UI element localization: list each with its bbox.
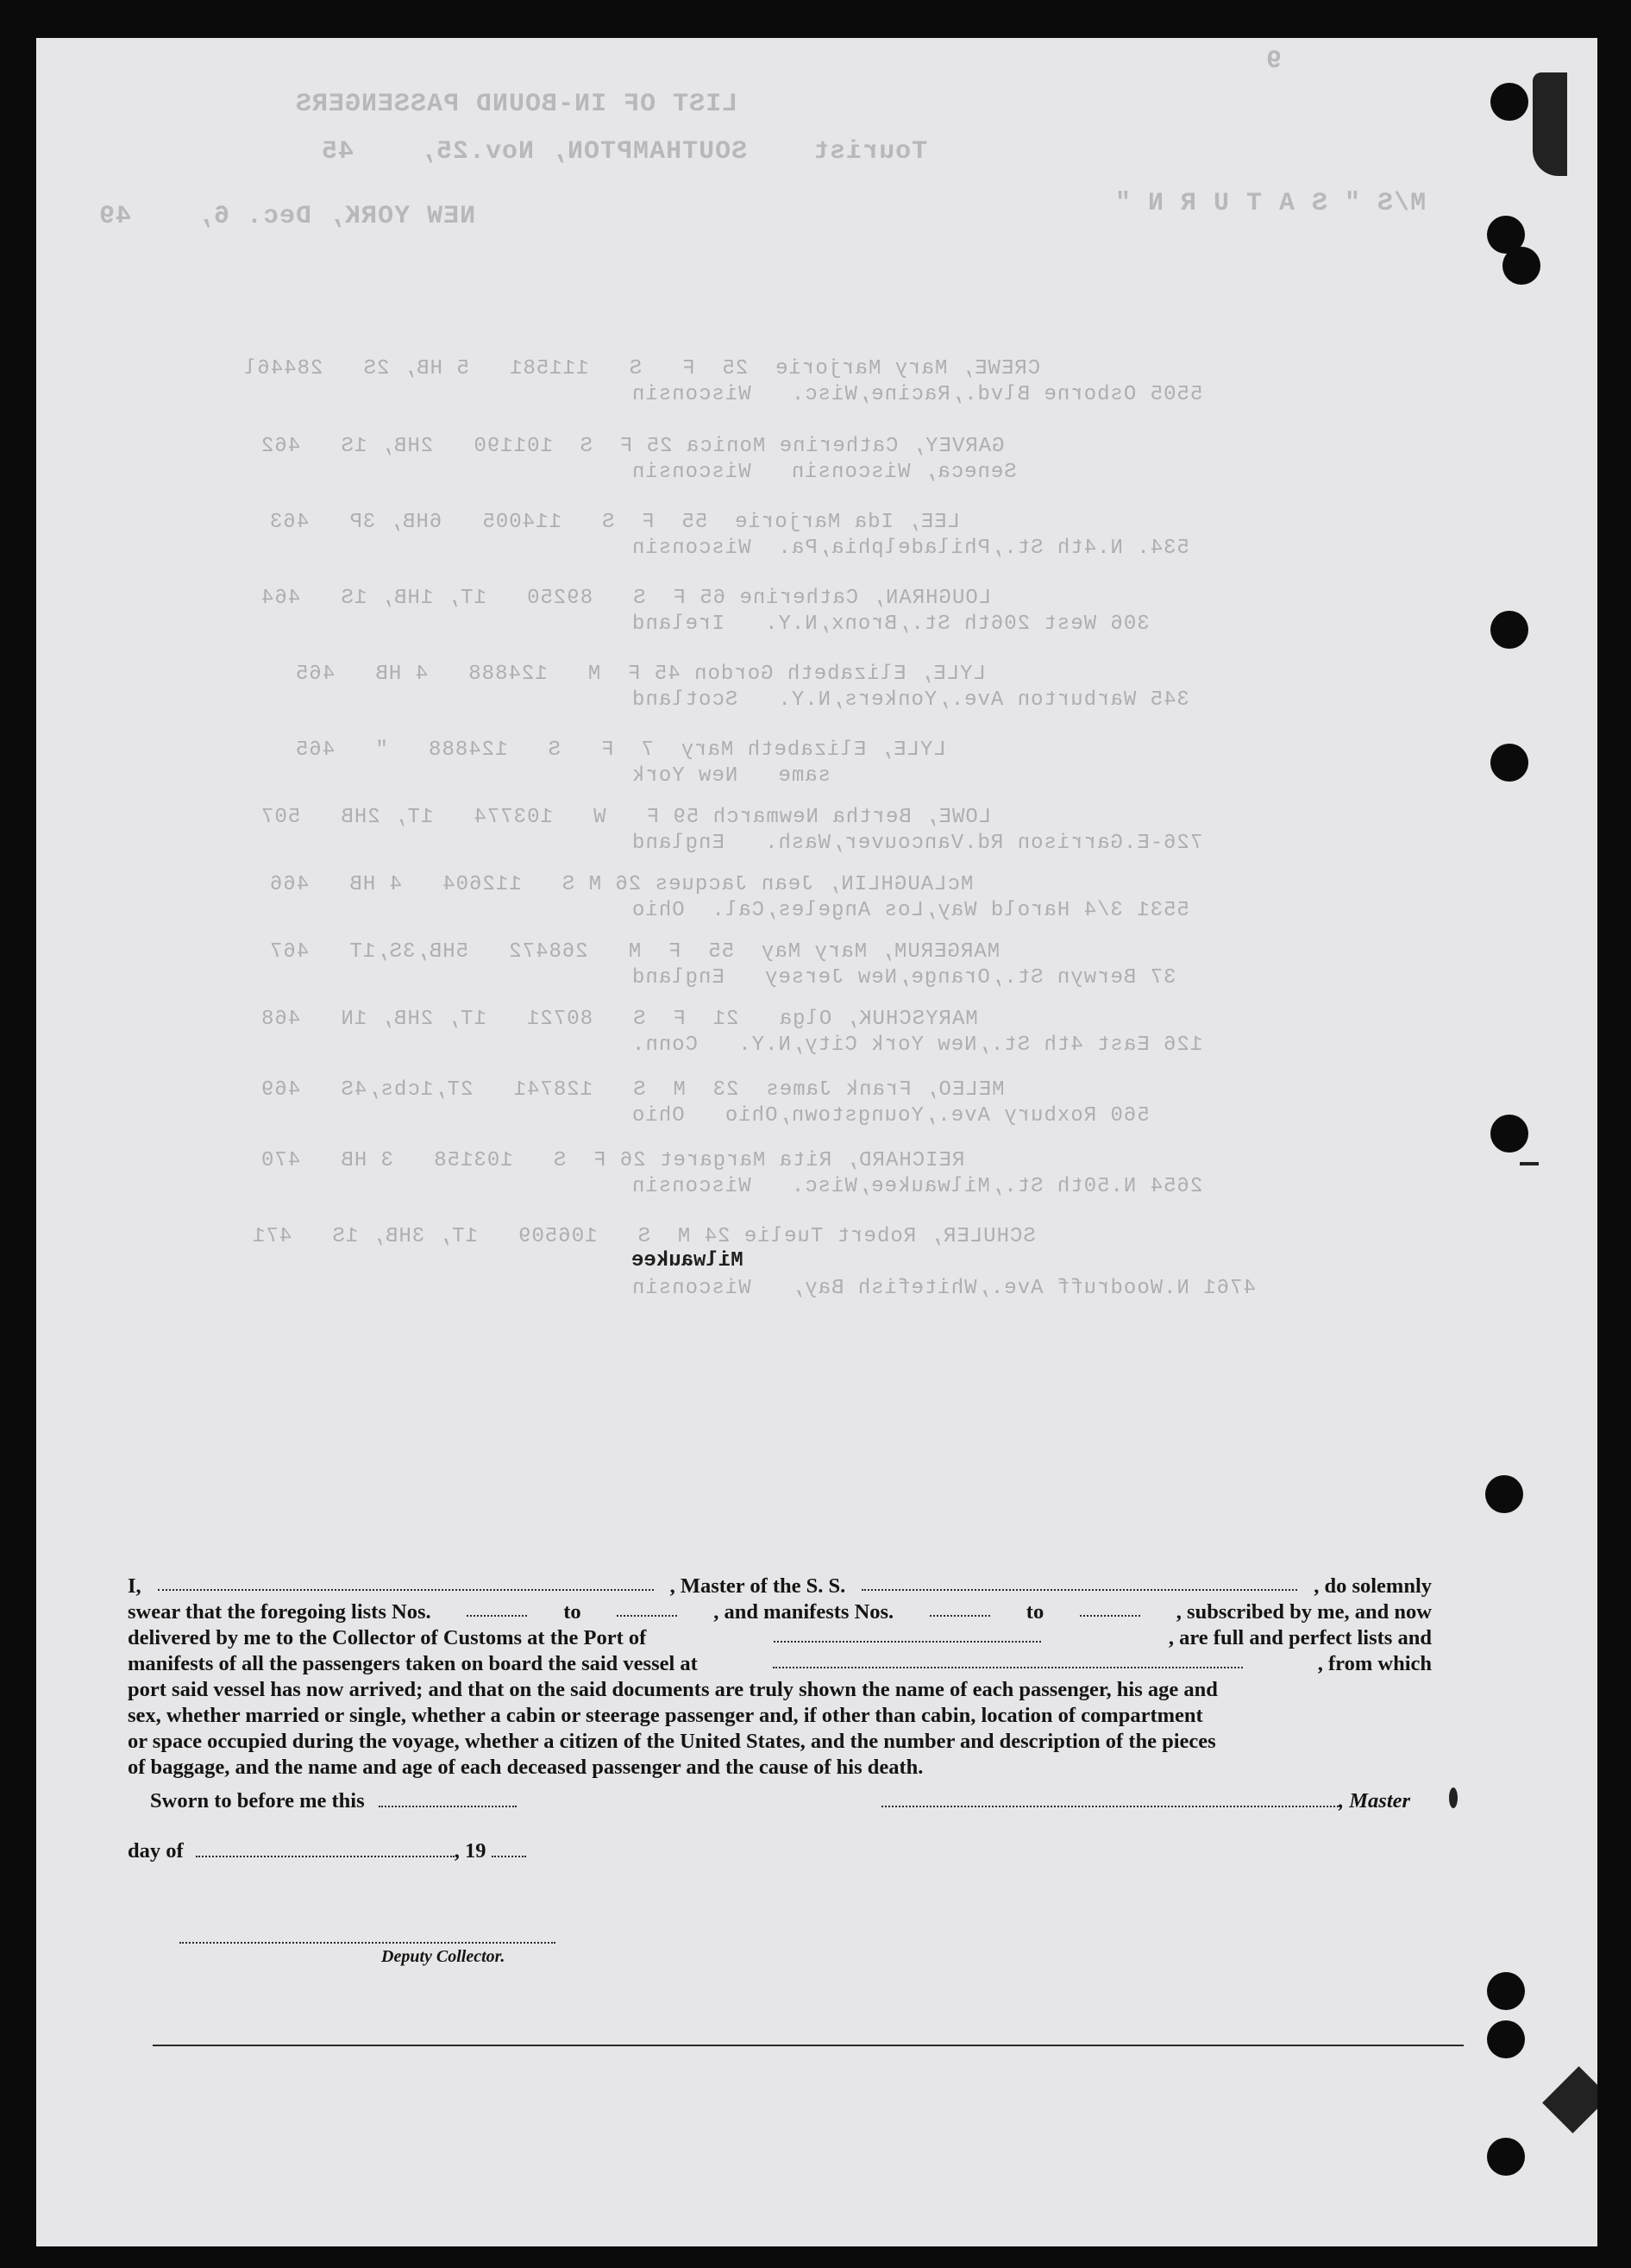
bleed-entry-line: LOUGHRAN, Catherine 65 F S 89250 1T, 1HB, 1S 464 [260,587,992,610]
bleed-page-number: 9 [1265,47,1283,76]
bleed-entry-line: REICHARD, Rita Margaret 26 F S 103158 3 HB 470 [260,1149,965,1172]
manifest-from-blank[interactable] [930,1599,990,1617]
bleed-entry-line: 4761 N.Woodruff Ave.,Whitefish Bay, Wisconsin [631,1277,1256,1300]
master-name-blank[interactable] [158,1574,654,1591]
day-of-label: day of [128,1839,184,1863]
oath-text: , subscribed by me, and now [1176,1600,1432,1624]
bleed-entry-line: SCHULER, Robert Tuelie 24 M S 106509 1T, 3HB, 1S 471 [252,1225,1036,1248]
oath-line [128,1651,1432,1677]
bleed-entry-line: 2654 N.50th St.,Milwaukee,Wisc. Wisconsin [631,1175,1203,1198]
bleed-entry-line: LEE, Ida Marjorie 55 F S 114005 6HB, 3P 463 [269,511,960,534]
oath-text: to [563,1600,581,1624]
manifest-to-blank[interactable] [1080,1599,1140,1617]
punch-hole [1487,2138,1525,2176]
master-signature-blank[interactable] [881,1790,1339,1807]
punch-hole [1490,744,1528,782]
punch-hole [1485,1475,1523,1513]
bleed-departure: Tourist SOUTHAMPTON, Nov.25, 45 [321,137,928,166]
torn-edge [1542,2066,1597,2133]
manifest-page [36,38,1597,2246]
oath-line: port said vessel has now arrived; and that on the said documents are truly shown the name of each passenger, his age and [128,1678,1218,1701]
list-from-blank[interactable] [467,1599,527,1617]
punch-hole [1490,611,1528,649]
oath-text: I, [128,1574,141,1598]
year-prefix: , 19 [454,1839,486,1863]
bleed-entry-line: 306 West 206th St.,Bronx,N.Y. Ireland [631,613,1150,636]
punch-hole [1490,83,1528,121]
oath-line: of baggage, and the name and age of each deceased passenger and the cause of his death. [128,1756,924,1779]
oath-line [128,1574,1432,1599]
master-signature-line [881,1789,1410,1813]
bleed-milwaukee-stamp: Milwaukee [631,1249,743,1272]
list-to-blank[interactable] [617,1599,677,1617]
oath-line [128,1625,1432,1651]
bleed-entry-line: LYLE, Elizabeth Mary 7 F S 124888 " 465 [295,738,946,762]
port-blank[interactable] [774,1625,1041,1643]
bleed-entry-line: 37 Berwyn St.,Orange,New Jersey England [631,966,1176,990]
punch-hole [1487,2020,1525,2058]
sworn-date-blank[interactable] [379,1790,517,1807]
oath-text: to [1026,1600,1044,1624]
oath-line [128,1599,1432,1625]
embark-port-blank[interactable] [773,1651,1243,1668]
oath-text: swear that the foregoing lists Nos. [128,1600,431,1624]
bleed-list-title: LIST OF IN-BOUND PASSENGERS [295,90,738,119]
bleed-entry-line: LYLE, Elizabeth Gordon 45 F M 124888 4 HB 465 [295,663,986,686]
oath-text: , are full and perfect lists and [1168,1626,1432,1649]
punch-hole [1502,247,1540,285]
year-blank[interactable] [492,1840,526,1857]
punch-hole [1487,1972,1525,2010]
margin-tick [1520,1162,1539,1165]
bleed-entry-line: LOWE, Bertha Newmarch 59 F W 103774 1T, 2HB 507 [260,806,992,829]
oath-text: , from which [1317,1652,1432,1675]
oath-text: delivered by me to the Collector of Customs at the Port of [128,1626,647,1649]
bleed-arrival: NEW YORK, Dec. 6, 49 [98,202,476,231]
sworn-line [150,1789,517,1813]
bleed-entry-line: 345 Warburton Ave.,Yonkers,N.Y. Scotland [631,688,1189,712]
bleed-entry-line: MARYSCHUK, Olga 21 F S 80721 1T, 2HB, 1N 468 [260,1008,978,1031]
bleed-ship-name: M/S " S A T U R N " [1114,189,1427,218]
bleed-entry-line: MARGERUM, Mary May 55 F M 268472 5HB,3S,1T 467 [269,940,1001,964]
oath-line: or space occupied during the voyage, whether a citizen of the United States, and the number and description of the pieces [128,1730,1216,1753]
oath-text: , Master of the S. S. [669,1574,846,1598]
torn-edge [1533,72,1567,176]
oath-line: sex, whether married or single, whether a cabin or steerage passenger and, if other than cabin, location of compartment [128,1704,1203,1727]
oath-text: manifests of all the passengers taken on board the said vessel at [128,1652,698,1675]
oath-text: , and manifests Nos. [713,1600,894,1624]
bleed-entry-line: MELEO, Frank James 23 M S 128741 2T,1cbs,4S 469 [260,1078,1005,1102]
bleed-entry-line: same New York [631,764,831,788]
bleed-entry-line: GARVEY, Catherine Monica 25 F S 101190 2HB, 1S 462 [260,435,1005,458]
margin-tick [1449,1787,1458,1808]
master-label: , Master [1339,1789,1411,1813]
deputy-signature-blank[interactable] [179,1926,555,1944]
month-blank[interactable] [196,1840,455,1857]
ship-name-blank[interactable] [862,1574,1297,1591]
bleed-entry-line: 534. N.4th St.,Philadelphia,Pa. Wisconsin [631,537,1189,560]
bleed-entry-line: 726-E.Garrison Rd.Vancouver,Wash. England [631,832,1203,855]
deputy-collector-label: Deputy Collector. [381,1947,505,1966]
bleed-entry-line: 5505 Osborne Blvd.,Racine,Wisc. Wisconsin [631,383,1203,406]
bleed-entry-line: 560 Roxbury Ave.,Youngstown,Ohio Ohio [631,1104,1150,1128]
bleed-entry-line: Seneca, Wisconsin Wisconsin [631,461,1017,484]
sworn-label: Sworn to before me this [150,1789,365,1813]
punch-hole [1490,1115,1528,1153]
bleed-entry-line: McLAUGHLIN, Jean Jacques 26 M S 112604 4 HB 466 [269,873,974,896]
bleed-entry-line: CREWE, Mary Marjorie 25 F S 111581 5 HB, 2S 28446l [243,357,1041,380]
master-oath [128,1574,1432,1781]
bleed-entry-line: 5531 3/4 Harold Way,Los Angeles,Cal. Ohio [631,899,1189,922]
bottom-rule [153,2045,1464,2046]
bleed-entry-line: 126 East 4th St.,New York City,N.Y. Conn. [631,1033,1203,1057]
deputy-signature-line [179,1926,555,1950]
day-of-line [128,1839,526,1863]
oath-text: , do solemnly [1314,1574,1432,1598]
